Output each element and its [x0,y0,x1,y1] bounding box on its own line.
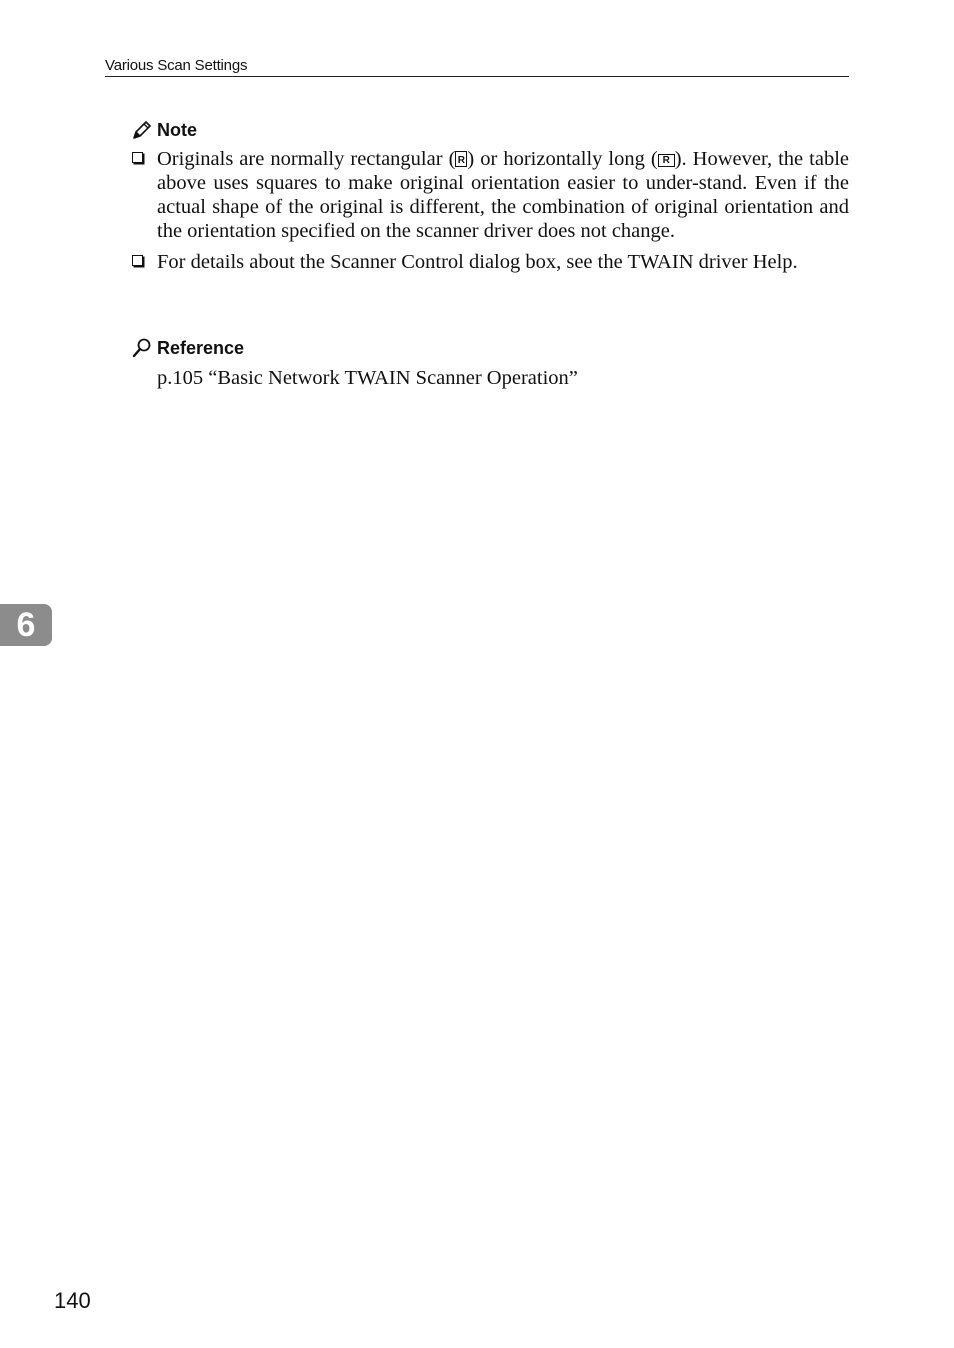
note-item: Originals are normally rectangular ( R ) or horizontally long ( R ). However, the table above uses squares to make original orientation easier to under-stand. Even if the actual shape of the original is different, the combination of original orientation and the orientation specified on the scanner driver does not change. [131,147,849,243]
chapter-number: 6 [16,605,36,644]
header-title: Various Scan Settings [105,57,248,74]
note-heading [131,119,197,141]
landscape-original-icon: R [658,154,675,167]
note-heading-label: Note [157,119,197,140]
checkbox-bullet-icon [132,152,143,163]
chapter-tab [0,604,52,646]
reference-heading [131,337,244,359]
reference-heading-label: Reference [157,337,245,358]
running-header [105,57,849,77]
note-item: For details about the Scanner Control dialog box, see the TWAIN driver Help. [131,250,849,274]
portrait-original-icon: R [455,151,467,167]
checkbox-bullet-icon [132,255,143,266]
note-list [131,147,849,281]
magnifier-icon [131,337,153,359]
pencil-icon [131,119,153,141]
page-number: 140 [54,1288,91,1313]
reference-link[interactable]: p.105 “Basic Network TWAIN Scanner Operation” [157,367,578,389]
